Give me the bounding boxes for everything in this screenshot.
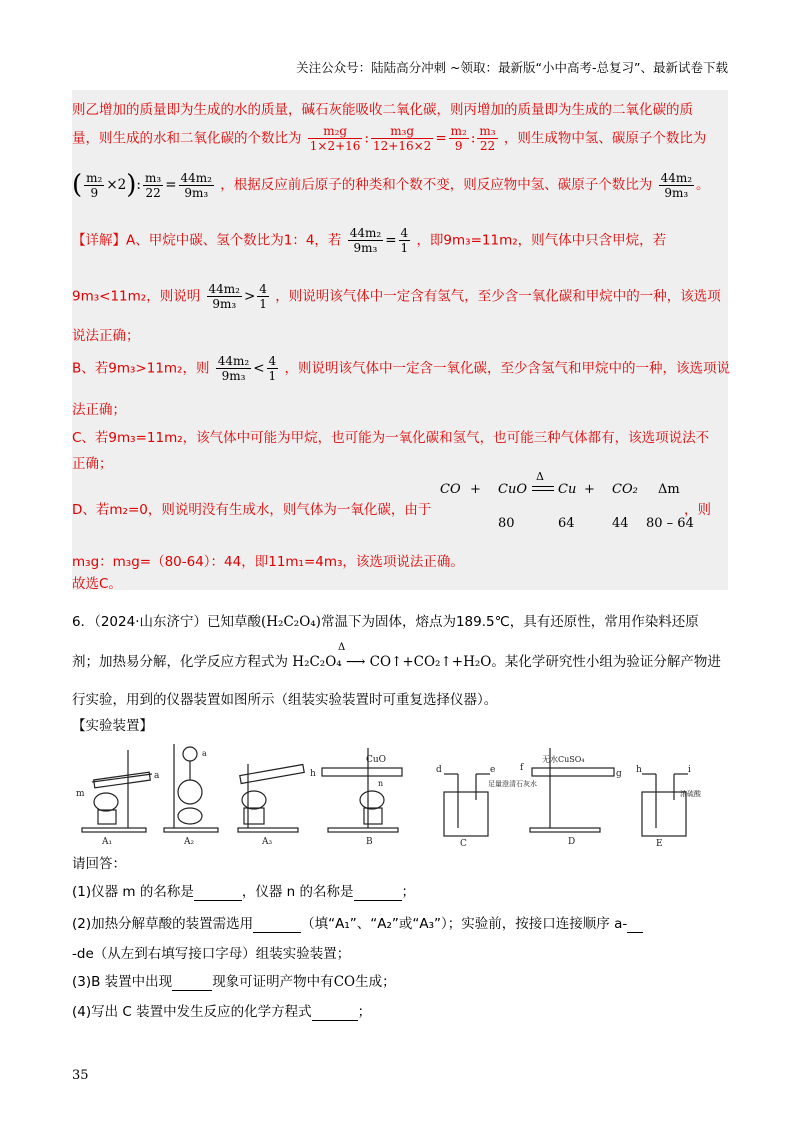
solution-line-12: m₃g：m₃g=（80-64）：44，即11m₁=4m₃，该选项说法正确。 xyxy=(72,554,464,570)
answer-blank[interactable] xyxy=(312,1004,358,1021)
eq-64: 64 xyxy=(558,516,575,531)
label-i: i xyxy=(688,765,691,775)
apparatus-b xyxy=(310,748,402,847)
solution-line-3: ( $\frac{\text{m₂}}{9}$ ×2): $\frac{\text{m₃}}{22}$ = $\frac{\text{44m₂}}{\text{9m₃}}$ ，根据反应前后原子的种类和个数不变，则反应物中氢、碳原子个数比为 $\frac{\text{44m₂}}{\text{9m₃}}$ 。 xyxy=(72,170,710,200)
solution-line-7: B、若9m₃>11m₂，则 $\frac{\text{44m₂}}{\text{9m₃}}$ < $\frac{4}{1}$ ，则说明该气体中一定含一氧化碳，至少含氢气和甲烷中的一种，该选项说 xyxy=(72,354,730,383)
solution-line-9: C、若9m₃=11m₂，该气体中可能为甲烷，也可能为一氧化碳和氢气，也可能三种气体都有，该选项说法不 xyxy=(72,430,710,446)
label-cuo: CuO xyxy=(366,755,387,765)
question-6-part-2: (2)加热分解草酸的装置需选用 （填“A₁”、“A₂”或“A₃”）；实验前，按接口连接顺序 a- xyxy=(72,912,643,933)
eq-plus: + xyxy=(470,482,481,497)
solution-line-6: 说法正确； xyxy=(72,328,140,344)
question-6-part-4: (4)写出 C 装置中发生反应的化学方程式 ； xyxy=(72,1004,372,1020)
eq-44: 44 xyxy=(612,516,629,531)
question-6-line-1: 6．（2024·山东济宁）已知草酸(H₂C₂O₄)常温下为固体，熔点为189.5℃，具有还原性，常用作染料还原 xyxy=(72,614,699,630)
label-c: C xyxy=(460,839,467,848)
eq-delta: Δ xyxy=(536,470,544,483)
fraction: $\frac{4}{1}$ xyxy=(259,282,267,311)
answer-blank[interactable] xyxy=(627,916,643,933)
label-sulfuric-acid: 浓硫酸 xyxy=(680,790,701,798)
fraction: $\frac{\text{44m₂}}{\text{9m₃}}$ xyxy=(349,226,382,255)
apparatus-c xyxy=(436,765,537,848)
solution-line-1: 则乙增加的质量即为生成的水的质量，碱石灰能吸收二氧化碳，则丙增加的质量即为生成的二氧化碳的质 xyxy=(72,102,693,118)
label-f: f xyxy=(520,763,524,773)
label-n: n xyxy=(378,779,384,788)
eq-delta-m: Δm xyxy=(658,482,680,497)
answer-blank[interactable] xyxy=(194,884,242,901)
answer-prompt: 请回答： xyxy=(72,856,126,872)
answer-blank[interactable] xyxy=(253,916,301,933)
fraction: $\frac{4}{1}$ xyxy=(268,354,277,383)
eq-co: CO xyxy=(440,482,461,497)
solution-line-8: 法正确； xyxy=(72,402,126,418)
eq-80-64: 80 – 64 xyxy=(646,516,694,531)
fraction: $\frac{\text{m₂g}}{1\times 2+16}$ xyxy=(309,124,361,153)
apparatus-heading: 【实验装置】 xyxy=(72,718,153,734)
question-6-part-2-cont: -de（从左到右填写接口字母）组装实验装置； xyxy=(72,946,351,962)
question-6-part-3: (3)B 装置中出现 现象可证明产物中有CO生成； xyxy=(72,974,396,990)
question-6-line-2: 剂；加热易分解，化学反应方程式为 Δ H₂C₂O₄ ⟶ CO↑+CO₂↑+H₂O。某化学研究性小组为验证分解产物进 xyxy=(72,642,721,670)
label-d: d xyxy=(436,765,442,775)
question-6-part-1: (1)仪器 m 的名称是 ，仪器 n 的名称是 ； xyxy=(72,884,415,900)
apparatus-a3 xyxy=(238,764,304,847)
solution-line-5: 9m₃<11m₂，则说明 $\frac{\text{44m₂}}{\text{9m₃}}$ > $\frac{4}{1}$ ，则说明该气体中一定含有氢气，至少含一氧化碳和甲烷中的一种，该选项 xyxy=(72,282,721,311)
label-g: g xyxy=(616,769,622,779)
solution-line-4: 【详解】A、甲烷中碳、氢个数比为1：4，若 $\frac{\text{44m₂}}{\text{9m₃}}$ = $\frac{4}{1}$ ，即9m₃=11m₂，则气体中只含甲烷，若 xyxy=(72,226,667,255)
label-cuso4: 无水CuSO₄ xyxy=(542,755,585,764)
label-e: e xyxy=(490,765,496,775)
fraction: $\frac{\text{m₂}}{9}$ xyxy=(450,124,467,153)
apparatus-e xyxy=(636,765,702,848)
label-e-apparatus: E xyxy=(656,839,663,848)
fraction: $\frac{\text{m₃g}}{12+16\times 2}$ xyxy=(373,124,432,153)
label-a: a xyxy=(202,749,207,758)
label-h2: h xyxy=(636,765,642,775)
answer-blank[interactable] xyxy=(172,974,212,991)
label-b: B xyxy=(366,837,373,847)
fraction: $\frac{\text{44m₂}}{\text{9m₃}}$ xyxy=(660,170,693,200)
fraction: $\frac{\text{m₃}}{22}$ xyxy=(144,170,162,200)
eq-cu: Cu xyxy=(558,482,577,497)
label-a2: A₂ xyxy=(184,837,195,847)
apparatus-d xyxy=(520,748,622,847)
solution-line-10: 正确； xyxy=(72,456,113,472)
fraction: $\frac{\text{44m₂}}{\text{9m₃}}$ xyxy=(180,170,212,200)
fraction: $\frac{4}{1}$ xyxy=(400,226,409,255)
fraction: $\frac{\text{44m₂}}{\text{9m₃}}$ xyxy=(217,354,250,383)
page-number: 35 xyxy=(72,1068,89,1083)
label-a: a xyxy=(154,771,160,781)
eq-co2: CO₂ xyxy=(612,482,638,497)
label-m: m xyxy=(76,789,85,799)
apparatus-diagram xyxy=(72,740,712,848)
fraction: $\frac{\text{44m₂}}{\text{9m₃}}$ xyxy=(208,282,240,311)
label-d-apparatus: D xyxy=(568,837,576,847)
eq-80: 80 xyxy=(498,516,515,531)
eq-cuo: CuO xyxy=(498,482,527,497)
fraction: $\frac{\text{m₂}}{9}$ xyxy=(86,170,103,200)
solution-line-11: D、若m₂=0，则说明没有生成水，则气体为一氧化碳，由于 xyxy=(72,502,432,518)
question-6-line-3: 行实验，用到的仪器装置如图所示（组装实验装置时可重复选择仪器）。 xyxy=(72,692,498,708)
apparatus-a2 xyxy=(164,744,218,847)
answer-blank[interactable] xyxy=(354,884,402,901)
solution-line-11-end: ，则 xyxy=(684,502,711,518)
fraction: $\frac{\text{m₃}}{22}$ xyxy=(479,124,496,153)
label-a1: A₁ xyxy=(102,837,113,847)
eq-plus: + xyxy=(584,482,595,497)
label-h: h xyxy=(310,769,316,779)
solution-line-2: 量，则生成的水和二氧化碳的个数比为 $\frac{\text{m₂g}}{1\times 2+16}$ : $\frac{\text{m₃g}}{12+16\times 2}$ = $\frac{\text{m₂}}{9}$ : $\frac{\text{m₃}}{22}$ ，则生成物中氢、碳原子个数比为 xyxy=(72,124,707,153)
solution-line-13: 故选C。 xyxy=(72,576,122,592)
label-a3: A₃ xyxy=(262,837,273,847)
page-header: 关注公众号：陆陆高分冲刺 ~领取：最新版“小中高考-总复习”、最新试卷下载 xyxy=(296,60,728,75)
apparatus-a1 xyxy=(76,750,160,847)
label-limewater: 足量澄清石灰水 xyxy=(488,780,537,788)
